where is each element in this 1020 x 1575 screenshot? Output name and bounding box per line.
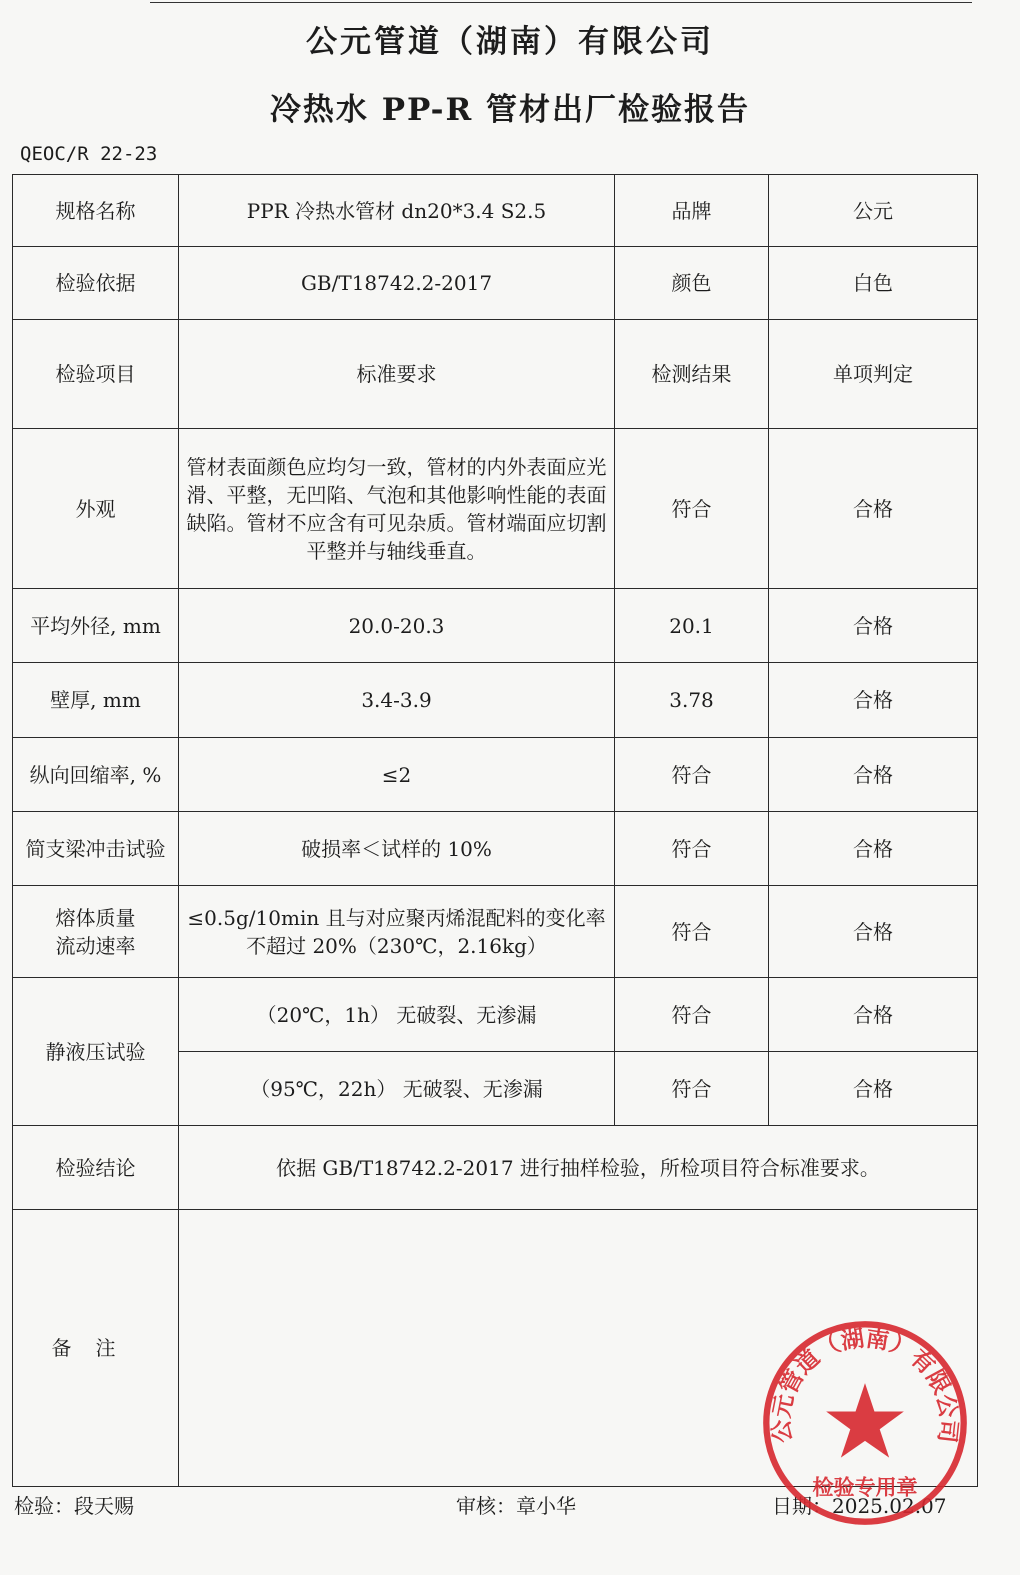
judgement-cell: 合格: [769, 429, 978, 589]
requirement-cell: 管材表面颜色应均匀一致，管材的内外表面应光滑、平整，无凹陷、气泡和其他影响性能的表面缺陷。管材不应含有可见杂质。管材端面应切割平整并与轴线垂直。: [179, 429, 615, 589]
table-row: [13, 589, 978, 663]
table-row: [13, 663, 978, 738]
company-seal-stamp: [760, 1318, 970, 1528]
requirement-cell: （20℃，1h） 无破裂、无渗漏: [179, 978, 615, 1052]
item-line-1: 熔体质量: [55, 905, 136, 930]
basis-label: 检验依据: [13, 247, 179, 320]
requirement-cell: （95℃，22h） 无破裂、无渗漏: [179, 1052, 615, 1126]
item-cell: 简支梁冲击试验: [13, 812, 179, 886]
judgement-cell: 合格: [769, 589, 978, 663]
document-code: QEOC/R 22-23: [20, 143, 158, 165]
item-cell: 壁厚, mm: [13, 663, 179, 738]
remarks-label: 备注: [13, 1210, 179, 1487]
result-cell: 20.1: [615, 589, 769, 663]
basis-row: [13, 247, 978, 320]
item-line-2: 流动速率: [55, 933, 136, 958]
brand-label: 品牌: [615, 175, 769, 247]
seal-star-icon: [826, 1383, 904, 1458]
company-name: 公元管道（湖南）有限公司: [306, 24, 714, 60]
result-cell: 3.78: [615, 663, 769, 738]
col-header-item: 检验项目: [13, 320, 179, 429]
spec-label: 规格名称: [13, 175, 179, 247]
conclusion-text: 依据 GB/T18742.2-2017 进行抽样检验，所检项目符合标准要求。: [179, 1126, 978, 1210]
brand-value: 公元: [769, 175, 978, 247]
table-row: [13, 812, 978, 886]
spec-value: PPR 冷热水管材 dn20*3.4 S2.5: [179, 175, 615, 247]
result-cell: 符合: [615, 812, 769, 886]
requirement-cell: ≤0.5g/10min 且与对应聚丙烯混配料的变化率不超过 20%（230℃，2.16kg）: [179, 886, 615, 978]
item-cell: 外观: [13, 429, 179, 589]
result-cell: 符合: [615, 429, 769, 589]
item-cell: 平均外径, mm: [13, 589, 179, 663]
table-row: [13, 429, 978, 589]
hydro-item-cell: 静液压试验: [13, 978, 179, 1126]
col-header-judgement: 单项判定: [769, 320, 978, 429]
result-cell: 符合: [615, 886, 769, 978]
reviewer-signature: 审核：章小华: [456, 1494, 576, 1518]
seal-top-text: 公元管道（湖南）有限公司: [767, 1324, 963, 1445]
judgement-cell: 合格: [769, 812, 978, 886]
judgement-cell: 合格: [769, 738, 978, 812]
top-rule: [150, 2, 972, 3]
hydro-row: [13, 978, 978, 1052]
judgement-cell: 合格: [769, 886, 978, 978]
result-cell: 符合: [615, 738, 769, 812]
requirement-cell: 20.0-20.3: [179, 589, 615, 663]
table-row: [13, 738, 978, 812]
judgement-cell: 合格: [769, 663, 978, 738]
report-date: 日期：2025.02.07: [772, 1494, 947, 1518]
col-header-requirement: 标准要求: [179, 320, 615, 429]
judgement-cell: 合格: [769, 978, 978, 1052]
inspection-table: [12, 174, 978, 1487]
requirement-cell: 破损率＜试样的 10%: [179, 812, 615, 886]
requirement-cell: ≤2: [179, 738, 615, 812]
column-header-row: [13, 320, 978, 429]
basis-value: GB/T18742.2-2017: [179, 247, 615, 320]
col-header-result: 检测结果: [615, 320, 769, 429]
spec-row: [13, 175, 978, 247]
item-cell: 纵向回缩率, %: [13, 738, 179, 812]
judgement-cell: 合格: [769, 1052, 978, 1126]
color-value: 白色: [769, 247, 978, 320]
table-row: [13, 886, 978, 978]
result-cell: 符合: [615, 978, 769, 1052]
result-cell: 符合: [615, 1052, 769, 1126]
item-cell: [13, 886, 179, 978]
color-label: 颜色: [615, 247, 769, 320]
requirement-cell: 3.4-3.9: [179, 663, 615, 738]
conclusion-label: 检验结论: [13, 1126, 179, 1210]
inspector-signature: 检验：段天赐: [14, 1494, 134, 1518]
seal-bottom-text: 检验专用章: [812, 1474, 918, 1500]
report-title: 冷热水 PP-R 管材出厂检验报告: [269, 92, 751, 128]
conclusion-row: [13, 1126, 978, 1210]
